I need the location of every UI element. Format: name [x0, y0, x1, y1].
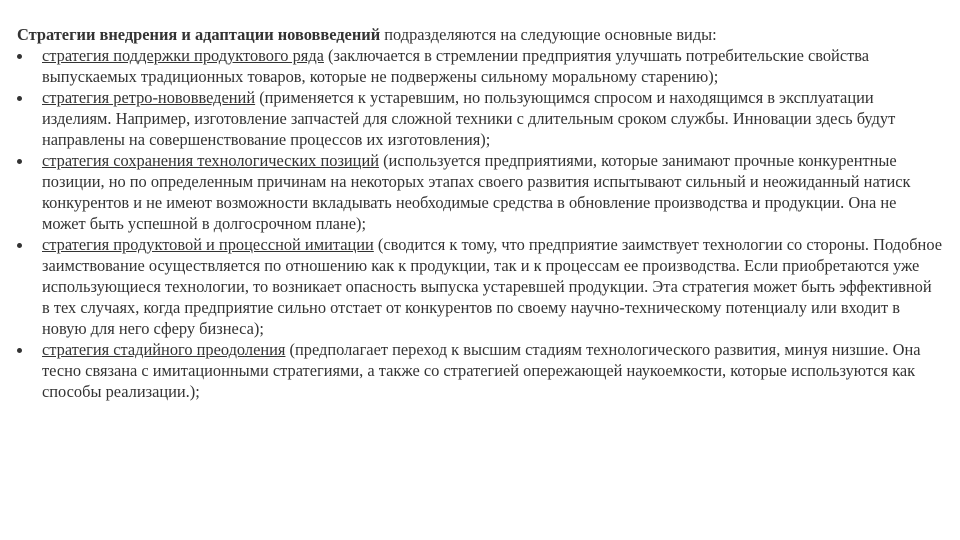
list-item	[17, 339, 942, 402]
bullet-icon	[17, 243, 22, 248]
bullet-icon	[17, 159, 22, 164]
strategy-term: стратегия продуктовой и процессной имитации	[42, 235, 374, 254]
list-item	[17, 234, 942, 339]
document-page	[17, 24, 942, 402]
strategy-term: стратегия стадийного преодоления	[42, 340, 286, 359]
intro-paragraph	[17, 24, 942, 45]
bullet-icon	[17, 54, 22, 59]
intro-bold-heading: Стратегии внедрения и адаптации нововведений	[17, 25, 381, 44]
strategy-term: стратегия ретро-нововведений	[42, 88, 256, 107]
strategy-description: (предполагает переход к высшим стадиям технологического развития, минуя низшие. Она тесно связана с имитационными стратегиями, а также со стратегией опережающей наукоемкости, которые используются как способы реализации.);	[42, 340, 921, 401]
strategy-description: (используется предприятиями, которые занимают прочные конкурентные позиции, но по определенным причинам на некоторых этапах своего развития испытывают сильный и неожиданный натиск конкурентов и не имеют возможности вкладывать необходимые средства в обновление производства и продукции. Она не может быть успешной в долгосрочном плане);	[42, 151, 911, 233]
list-item	[17, 45, 942, 87]
strategy-term: стратегия сохранения технологических позиций	[42, 151, 379, 170]
strategy-description: (применяется к устаревшим, но пользующимся спросом и находящимся в эксплуатации изделиям. Например, изготовление запчастей для сложной техники с длительным сроком службы. Инновации здесь будут направлены на совершенствование процессов их изготовления);	[42, 88, 896, 149]
list-item	[17, 87, 942, 150]
strategy-term: стратегия поддержки продуктового ряда	[42, 46, 324, 65]
strategy-list	[17, 45, 942, 402]
strategy-description: (сводится к тому, что предприятие заимствует технологии со стороны. Подобное заимствование осуществляется по отношению как к продукции, так и к процессам ее производства. Если приобретаются уже использующиеся технологии, то возникает опасность выпуска устаревшей продукции. Эта стратегия может быть эффективной в тех случаях, когда предприятие сильно отстает от конкурентов по своему научно-техническому потенциалу или входит в новую для него сферу бизнеса);	[42, 235, 942, 338]
bullet-icon	[17, 348, 22, 353]
bullet-icon	[17, 96, 22, 101]
strategy-description: (заключается в стремлении предприятия улучшать потребительские свойства выпускаемых традиционных товаров, которые не подвержены сильному моральному старению);	[42, 46, 870, 86]
intro-text: подразделяются на следующие основные виды:	[380, 25, 717, 44]
list-item	[17, 150, 942, 234]
